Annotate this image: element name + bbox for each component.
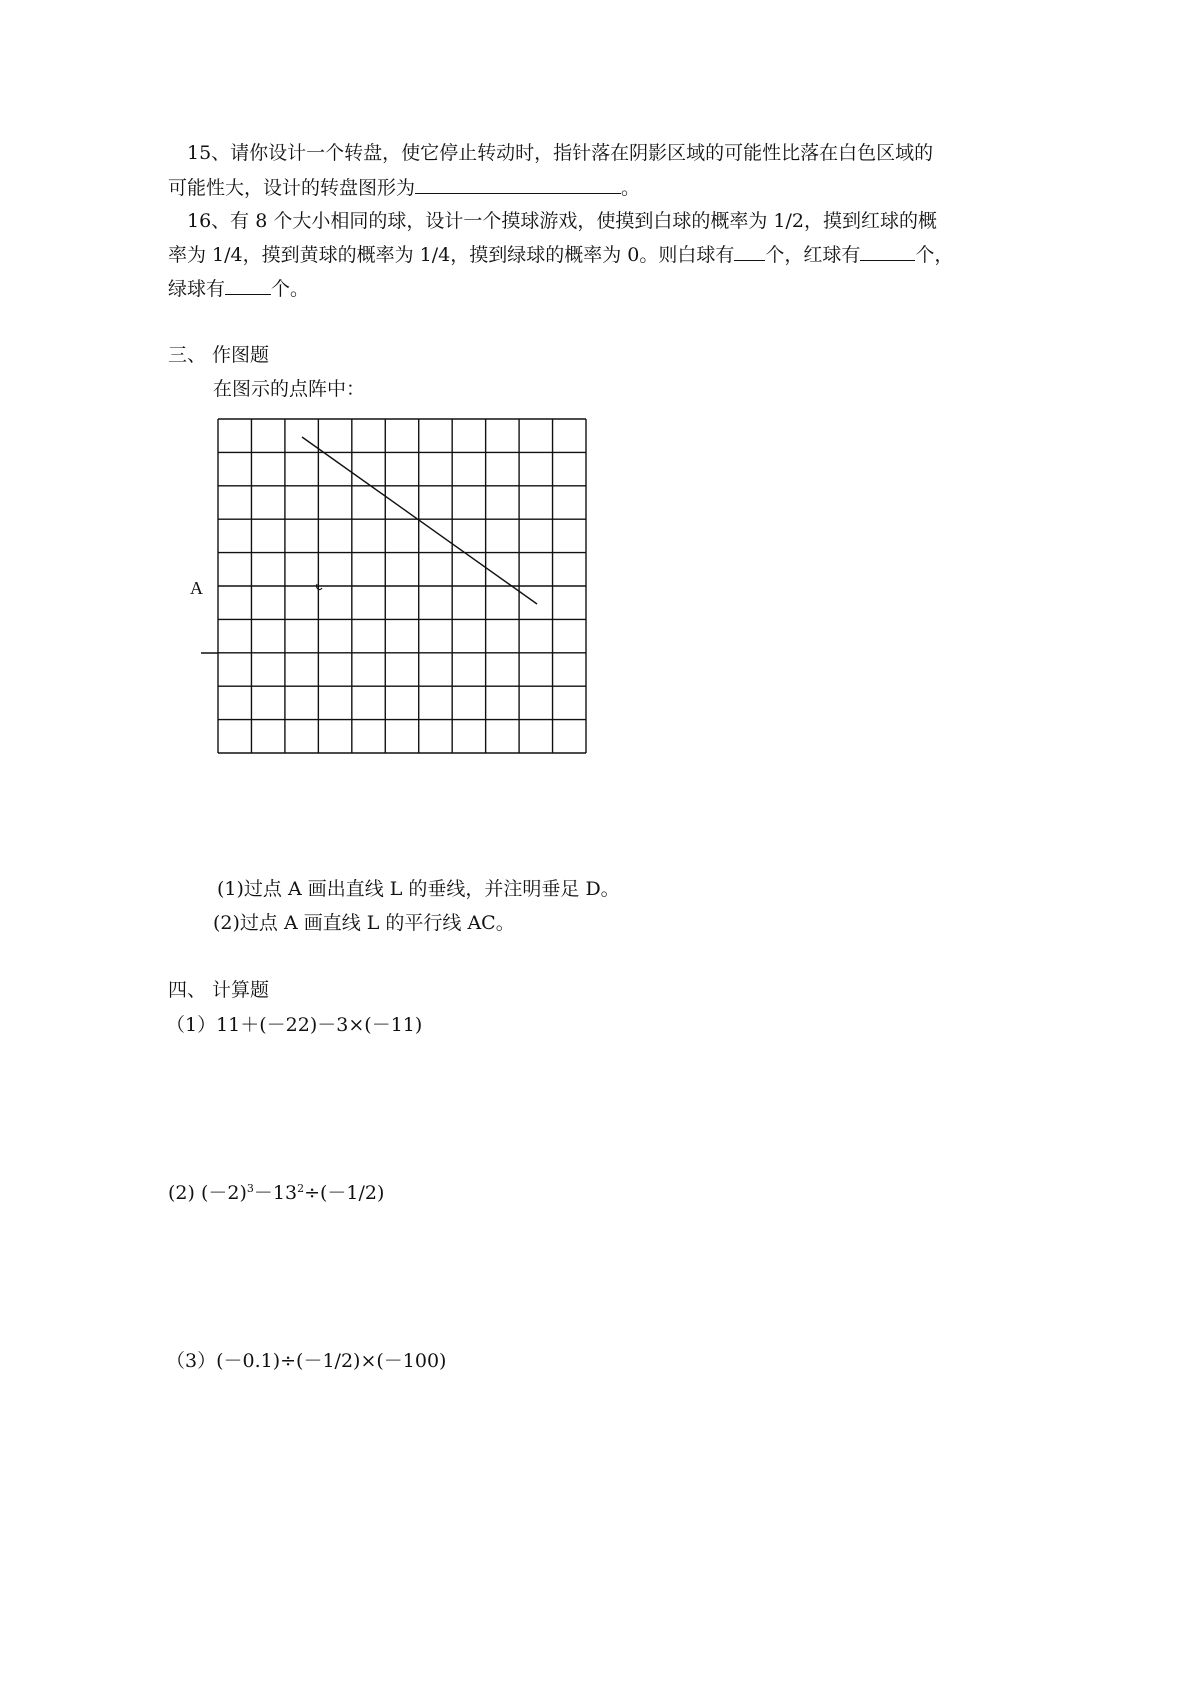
task-1: (1)过点 A 画出直线 L 的垂线，并注明垂足 D。 [217, 878, 620, 900]
problem-2-suffix: ÷(－1/2) [304, 1182, 385, 1204]
grid-lines [218, 419, 586, 753]
problem-2-mid: －13 [253, 1182, 298, 1204]
point-A-label: A [190, 578, 203, 598]
q16-line2-b: 个，红球有 [765, 244, 861, 266]
q15-line1: 15、请你设计一个转盘，使它停止转动时，指针落在阴影区域的可能性比落在白色区域的 [187, 142, 934, 164]
problem-2-prefix: (2) (－2) [168, 1182, 247, 1204]
q15-line2-end: 。 [621, 177, 641, 199]
q16-line3-a: 绿球有 [168, 278, 226, 300]
section3-intro: 在图示的点阵中： [213, 378, 366, 400]
q16-line2-c: 个， [915, 244, 954, 266]
problem-1: （1）11＋(－22)－3×(－11) [166, 1014, 423, 1036]
dot-grid-figure [0, 0, 1191, 800]
section4-heading: 四、 计算题 [168, 979, 270, 1001]
q16-line1: 16、有 8 个大小相同的球，设计一个摸球游戏，使摸到白球的概率为 1/2，摸到红球的概 [187, 210, 937, 232]
q16-line2-a: 率为 1/4，摸到黄球的概率为 1/4，摸到绿球的概率为 0。则白球有 [168, 244, 735, 266]
point-A-mark [316, 584, 322, 590]
problem-2-exponent-1: 3 [246, 1182, 254, 1195]
problem-2 [168, 1181, 384, 1205]
q15-line2-text: 可能性大，设计的转盘图形为 [168, 177, 416, 199]
q16-line3-b: 个。 [271, 278, 310, 300]
problem-3: （3）(－0.1)÷(－1/2)×(－100) [166, 1350, 447, 1372]
problem-2-exponent-2: 2 [297, 1182, 305, 1195]
task-2: (2)过点 A 画直线 L 的平行线 AC。 [213, 912, 515, 934]
section3-heading: 三、 作图题 [168, 344, 270, 366]
line-L [302, 437, 537, 604]
